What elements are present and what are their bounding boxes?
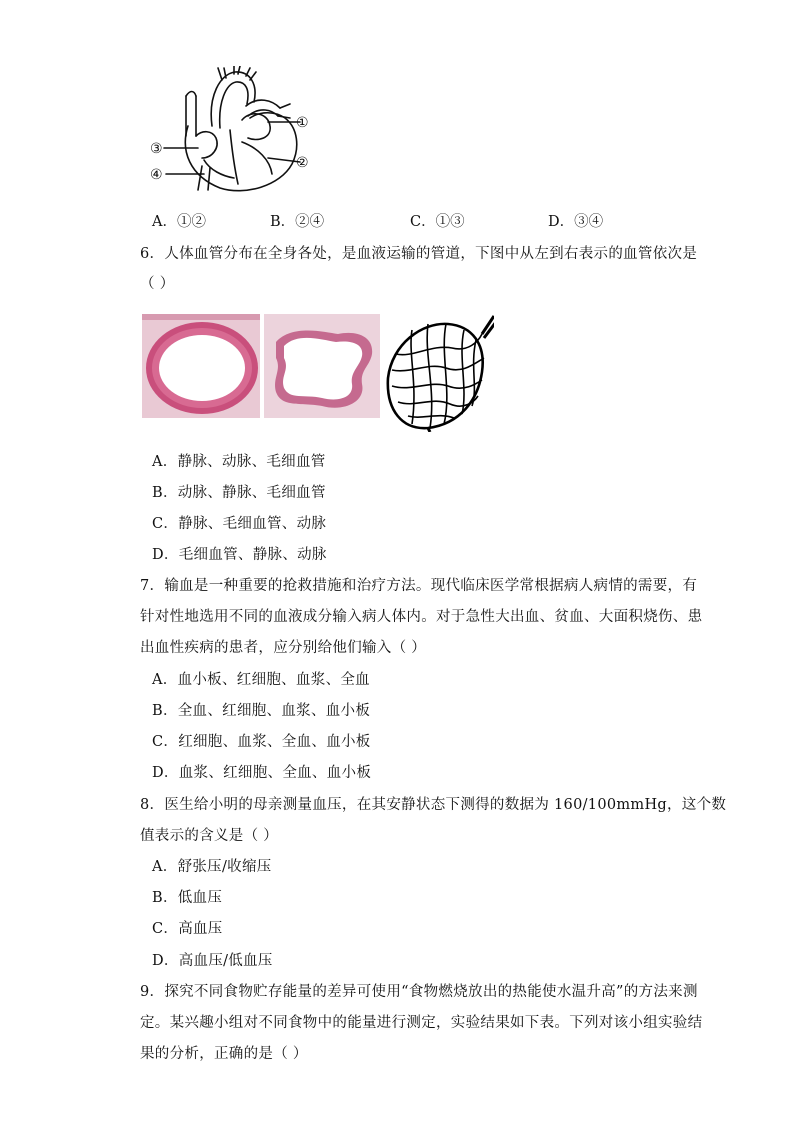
label-3: ③ bbox=[150, 141, 163, 157]
q8-option-c[interactable]: C．高血压 bbox=[152, 921, 223, 937]
q7-option-a[interactable]: A．血小板、红细胞、血浆、全血 bbox=[152, 672, 370, 688]
q6-stem-line1: 6．人体血管分布在全身各处，是血液运输的管道，下图中从左到右表示的血管依次是 bbox=[140, 246, 698, 262]
vessel-figure bbox=[142, 314, 494, 432]
q6-option-d[interactable]: D．毛细血管、静脉、动脉 bbox=[152, 547, 327, 563]
q9-stem-line3: 果的分析，正确的是（ ） bbox=[140, 1046, 308, 1062]
q6-stem-line2: （ ） bbox=[140, 276, 175, 292]
q6-option-a[interactable]: A．静脉、动脉、毛细血管 bbox=[152, 454, 326, 470]
q8-option-d[interactable]: D．高血压/低血压 bbox=[152, 953, 273, 969]
q8-option-b[interactable]: B．低血压 bbox=[152, 890, 223, 906]
label-1: ① bbox=[296, 115, 309, 131]
q7-stem-line3: 出血性疾病的患者，应分别给他们输入（ ） bbox=[140, 640, 427, 656]
q9-stem-line1: 9．探究不同食物贮存能量的差异可使用“食物燃烧放出的热能使水温升高”的方法来测 bbox=[140, 984, 698, 1000]
q8-stem-line1: 8．医生给小明的母亲测量血压，在其安静状态下测得的数据为 160/100mmHg，这个数 bbox=[140, 797, 727, 813]
q5-option-a[interactable]: A．①② bbox=[152, 214, 206, 230]
q7-option-c[interactable]: C．红细胞、血浆、全血、血小板 bbox=[152, 734, 371, 750]
heart-diagram bbox=[150, 66, 320, 196]
q5-option-b[interactable]: B．②④ bbox=[270, 214, 325, 230]
q7-option-d[interactable]: D．血浆、红细胞、全血、血小板 bbox=[152, 765, 372, 781]
q7-stem-line2: 针对性地选用不同的血液成分输入病人体内。对于急性大出血、贫血、大面积烧伤、患 bbox=[140, 609, 703, 625]
vessel-image-3 bbox=[388, 316, 494, 432]
q8-option-a[interactable]: A．舒张压/收缩压 bbox=[152, 859, 272, 875]
q7-stem-line1: 7．输血是一种重要的抢救措施和治疗方法。现代临床医学常根据病人病情的需要，有 bbox=[140, 578, 698, 594]
q5-option-c[interactable]: C．①③ bbox=[410, 214, 465, 230]
label-2: ② bbox=[296, 155, 309, 171]
vessel-image-2 bbox=[264, 314, 380, 418]
q6-option-b[interactable]: B．动脉、静脉、毛细血管 bbox=[152, 485, 326, 501]
heart-outline bbox=[185, 113, 296, 191]
vessel-image-1 bbox=[142, 314, 260, 418]
q6-option-c[interactable]: C．静脉、毛细血管、动脉 bbox=[152, 516, 327, 532]
q8-stem-line2: 值表示的含义是（ ） bbox=[140, 828, 279, 844]
q9-stem-line2: 定。某兴趣小组对不同食物中的能量进行测定，实验结果如下表。下列对该小组实验结 bbox=[140, 1015, 703, 1031]
label-4: ④ bbox=[150, 167, 163, 183]
q5-option-d[interactable]: D．③④ bbox=[548, 214, 604, 230]
q7-option-b[interactable]: B．全血、红细胞、血浆、血小板 bbox=[152, 703, 371, 719]
